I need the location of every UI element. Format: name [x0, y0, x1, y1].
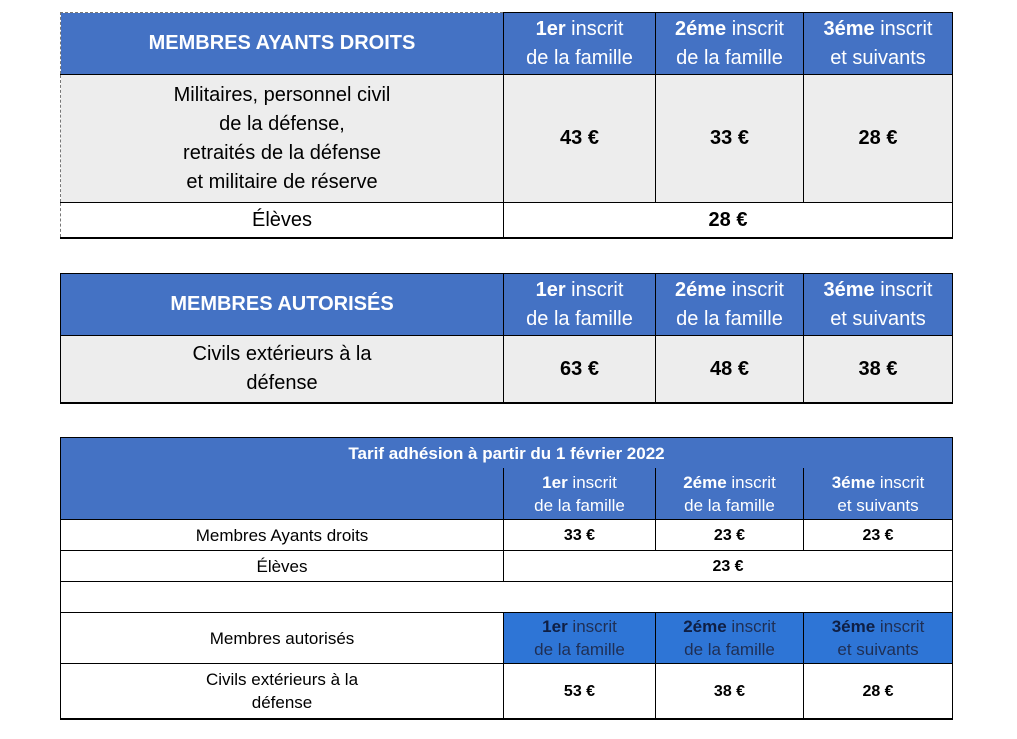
col-header-1: 1er inscrit de la famille [504, 468, 656, 520]
row-label: Civils extérieurs à la défense [61, 336, 504, 404]
col-header-3: 3éme inscrit et suivants [804, 613, 953, 664]
row-label: Membres autorisés [61, 613, 504, 664]
price-cell: 33 € [504, 520, 656, 551]
table-row [61, 664, 953, 720]
price-cell: 38 € [656, 664, 804, 720]
table-row [61, 551, 953, 582]
table-header-row [61, 13, 953, 75]
tarif-2022-table [60, 437, 953, 720]
col-header-2: 2éme inscrit de la famille [656, 13, 804, 75]
price-cell: 53 € [504, 664, 656, 720]
row-label: Élèves [61, 551, 504, 582]
table-header-row [61, 468, 953, 520]
col-header-2: 2éme inscrit de la famille [656, 613, 804, 664]
autorises-table [60, 273, 953, 404]
ayants-droits-table [60, 12, 953, 239]
table-row [61, 613, 953, 664]
col-header-2: 2éme inscrit de la famille [656, 468, 804, 520]
table-row [61, 203, 953, 239]
price-cell: 23 € [804, 520, 953, 551]
col-header-1: 1er inscrit de la famille [504, 13, 656, 75]
row-label: Militaires, personnel civil de la défense, retraités de la défense et militaire de réserve [61, 75, 504, 203]
price-cell: 63 € [504, 336, 656, 404]
table-title: MEMBRES AYANTS DROITS [61, 13, 504, 75]
table-caption-row [61, 438, 953, 469]
header-blank [61, 468, 504, 520]
col-header-1: 1er inscrit de la famille [504, 274, 656, 336]
col-header-1: 1er inscrit de la famille [504, 613, 656, 664]
table-row [61, 336, 953, 404]
price-cell: 48 € [656, 336, 804, 404]
price-cell: 28 € [804, 75, 953, 203]
table-title: MEMBRES AUTORISÉS [61, 274, 504, 336]
price-cell: 23 € [504, 551, 953, 582]
spacer-row [61, 582, 953, 613]
table-row [61, 75, 953, 203]
col-header-3: 3éme inscrit et suivants [804, 468, 953, 520]
price-cell: 43 € [504, 75, 656, 203]
row-label: Civils extérieurs à la défense [61, 664, 504, 720]
table-header-row [61, 274, 953, 336]
row-label: Élèves [61, 203, 504, 239]
price-cell: 28 € [504, 203, 953, 239]
price-cell: 38 € [804, 336, 953, 404]
col-header-3: 3éme inscrit et suivants [804, 13, 953, 75]
table-caption: Tarif adhésion à partir du 1 février 2022 [61, 438, 953, 469]
row-label: Membres Ayants droits [61, 520, 504, 551]
col-header-2: 2éme inscrit de la famille [656, 274, 804, 336]
col-header-3: 3éme inscrit et suivants [804, 274, 953, 336]
price-cell: 33 € [656, 75, 804, 203]
spacer-cell [61, 582, 953, 613]
price-cell: 23 € [656, 520, 804, 551]
price-cell: 28 € [804, 664, 953, 720]
table-row [61, 520, 953, 551]
